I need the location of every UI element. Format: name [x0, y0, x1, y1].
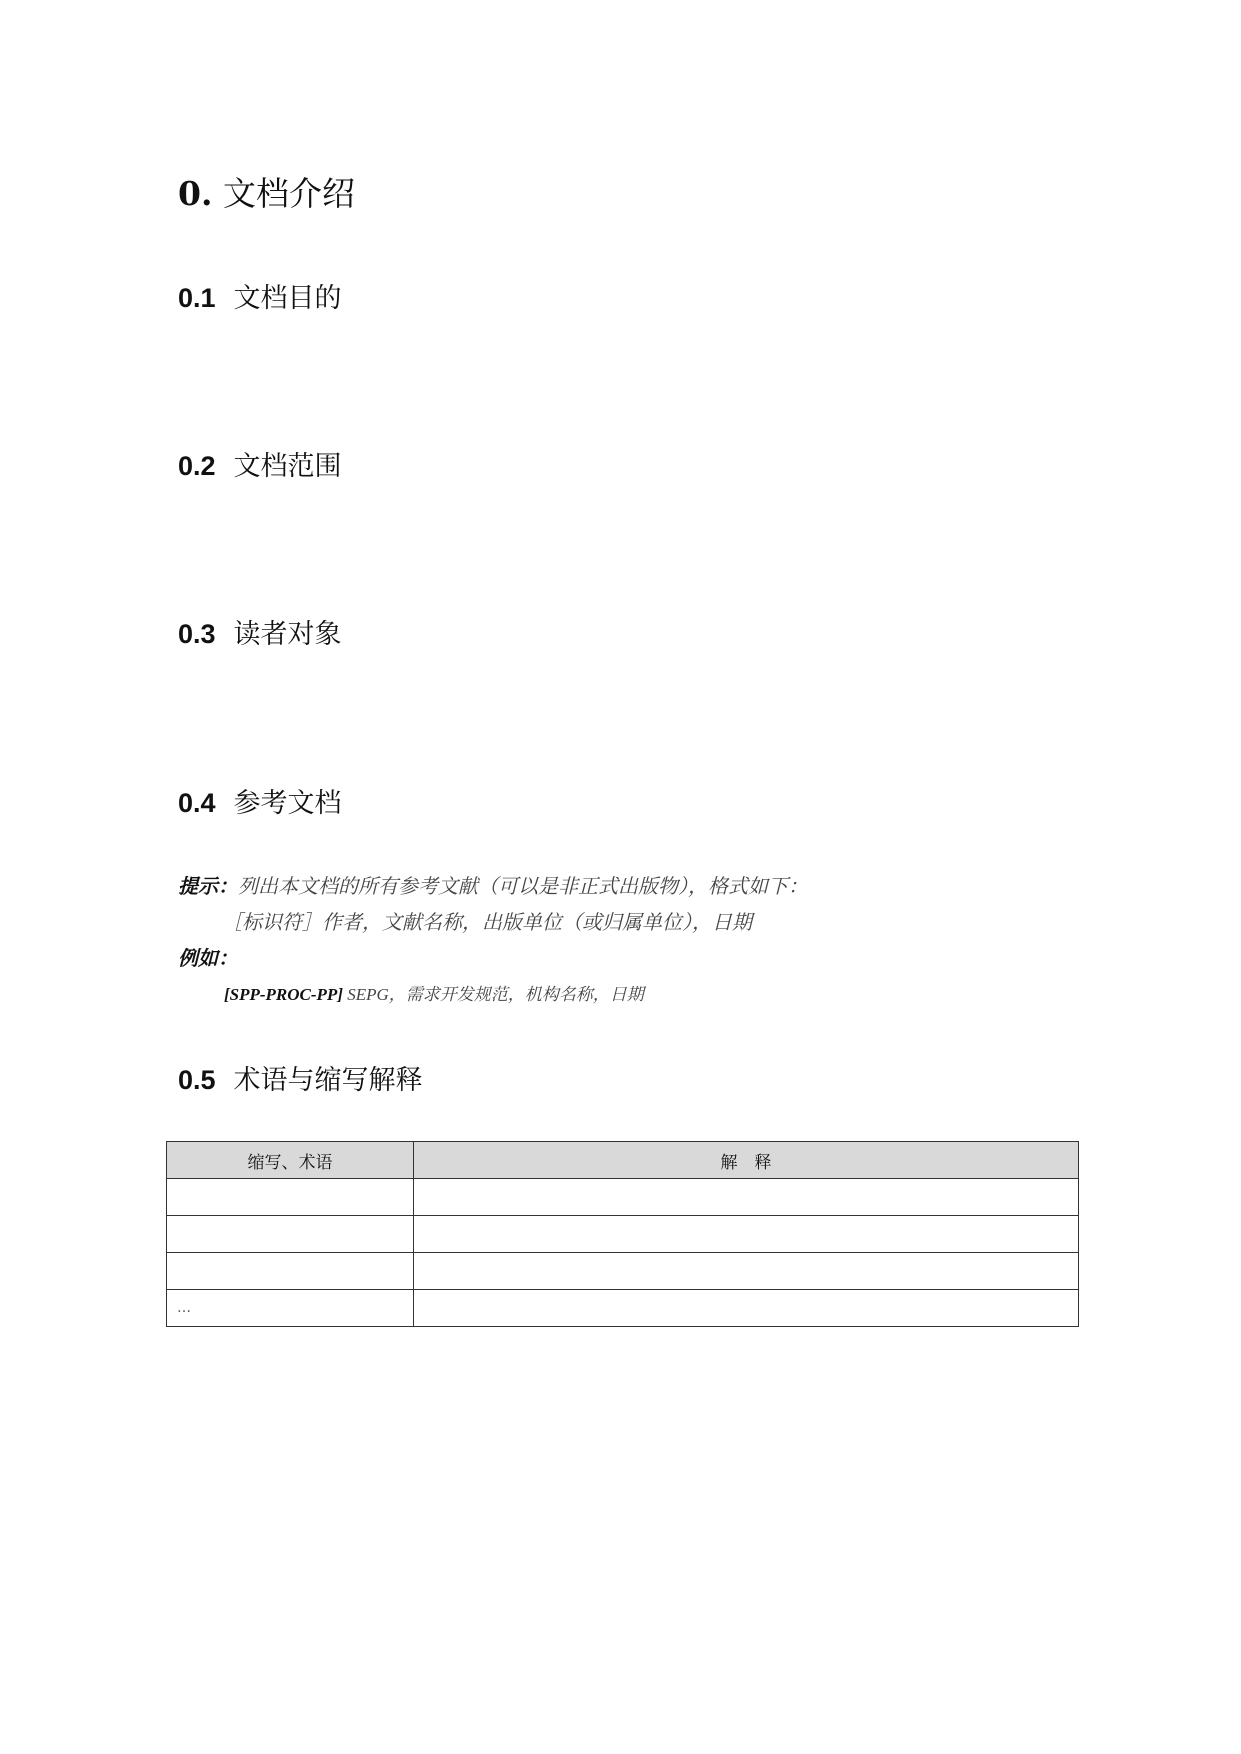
section-title: 文档目的 [233, 283, 342, 314]
hint-label: 提示： [178, 874, 238, 898]
table-header-row [167, 1142, 1079, 1179]
table-row [167, 1216, 1079, 1253]
reference-format [222, 906, 752, 935]
chapter-heading [178, 168, 355, 215]
section-heading-glossary [178, 1058, 423, 1097]
explanation-cell [414, 1253, 1079, 1290]
example-label: 例如： [178, 946, 238, 970]
section-number: 0.4 [178, 788, 216, 818]
table-row [167, 1179, 1079, 1216]
table-row [167, 1290, 1079, 1327]
example-label-line [178, 942, 238, 971]
explanation-cell [414, 1290, 1079, 1327]
section-heading-purpose [178, 276, 342, 315]
section-title: 参考文档 [233, 788, 342, 819]
section-number: 0.2 [178, 451, 216, 481]
term-cell [167, 1253, 414, 1290]
explanation-cell [414, 1216, 1079, 1253]
section-number: 0.1 [178, 283, 216, 313]
table-row [167, 1253, 1079, 1290]
example-tag: [SPP-PROC-PP] [224, 985, 343, 1004]
reference-example [224, 980, 644, 1005]
section-title: 术语与缩写解释 [233, 1065, 423, 1096]
example-text: SEPG，需求开发规范，机构名称，日期 [342, 985, 644, 1004]
hint-text: 列出本文档的所有参考文献（可以是非正式出版物），格式如下： [238, 874, 808, 898]
explanation-cell [414, 1179, 1079, 1216]
section-heading-scope [178, 444, 342, 483]
section-title: 读者对象 [233, 619, 342, 650]
chapter-number: 0. [178, 174, 213, 213]
reference-hint [178, 870, 808, 899]
section-heading-audience [178, 612, 342, 651]
column-header-term: 缩写、术语 [167, 1142, 414, 1179]
column-header-explanation: 解 释 [414, 1142, 1079, 1179]
section-heading-references [178, 781, 342, 820]
section-title: 文档范围 [233, 451, 342, 482]
term-cell: … [167, 1290, 414, 1327]
term-cell [167, 1179, 414, 1216]
term-cell [167, 1216, 414, 1253]
section-number: 0.3 [178, 619, 216, 649]
format-text: ［标识符］作者，文献名称，出版单位（或归属单位），日期 [222, 910, 752, 934]
chapter-title: 文档介绍 [222, 174, 355, 213]
glossary-table [166, 1141, 1079, 1327]
section-number: 0.5 [178, 1065, 216, 1095]
